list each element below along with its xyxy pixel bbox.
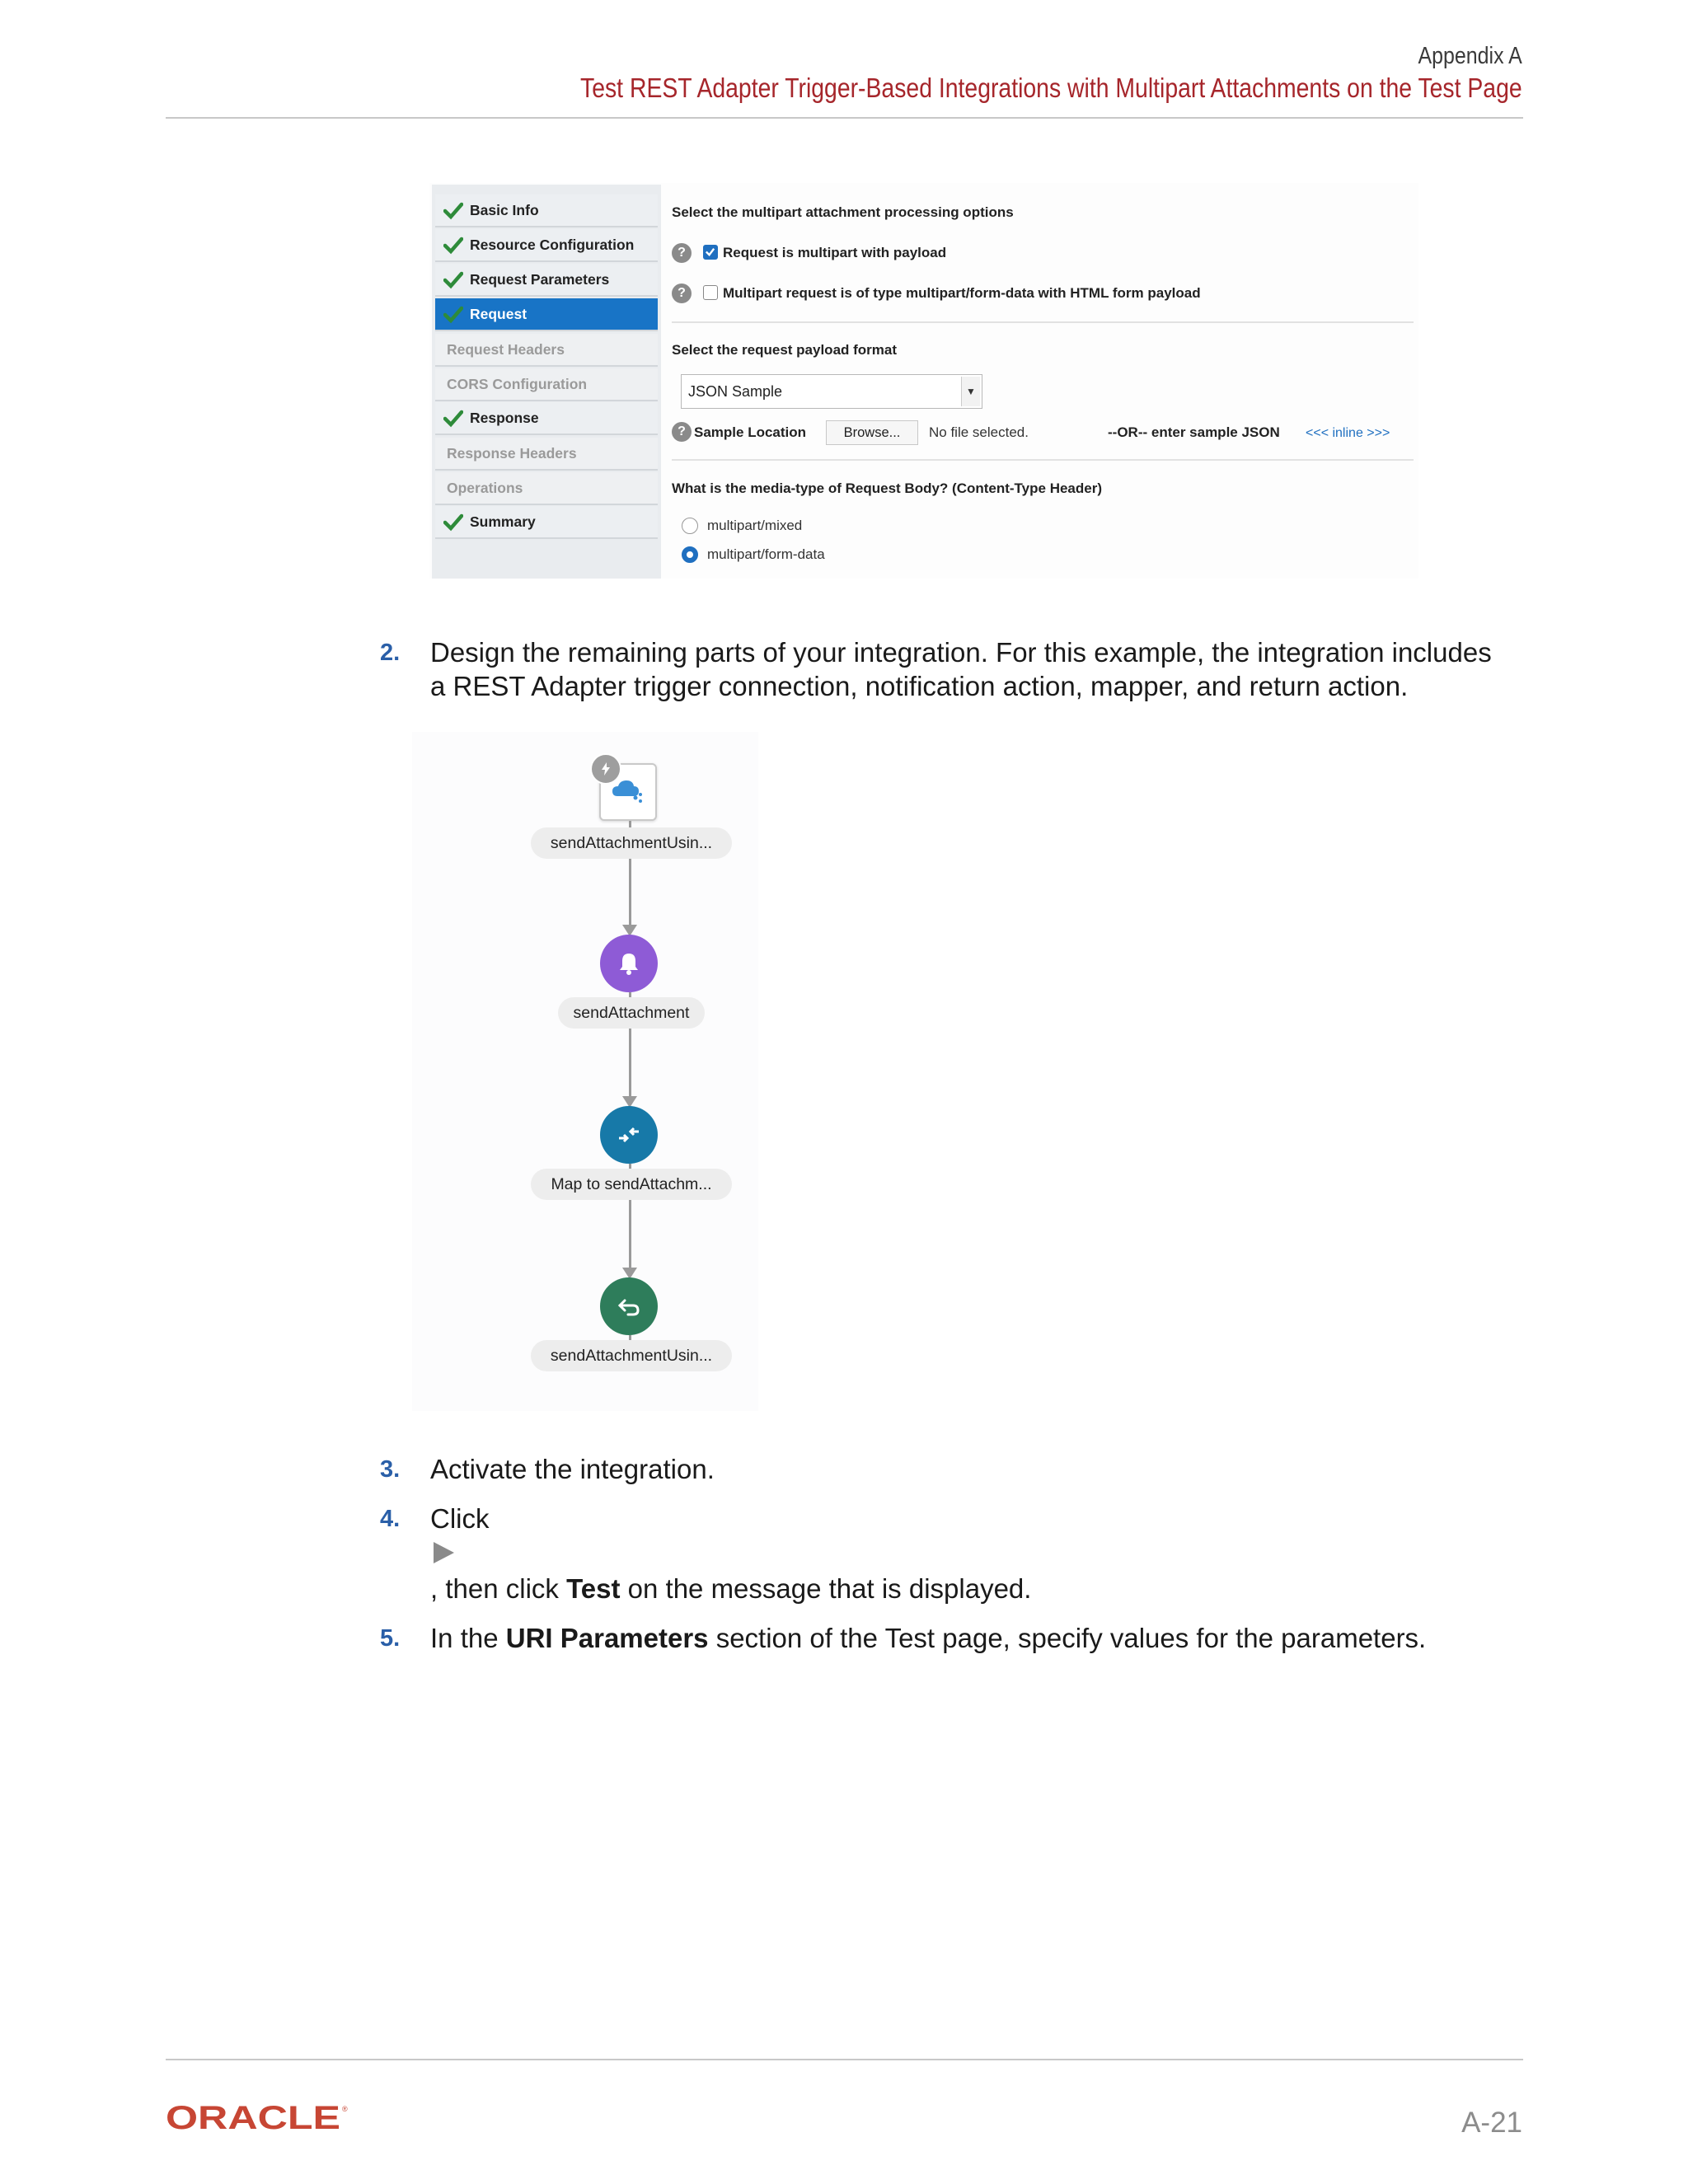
step-3-text: Activate the integration. [430, 1454, 715, 1484]
step-2-line-1: Design the remaining parts of your integration. For this example, the integration includes [430, 637, 1492, 668]
step-5-pre: In the [430, 1623, 506, 1653]
connector-line [629, 1029, 631, 1099]
return-node-label[interactable]: sendAttachmentUsin... [531, 1340, 732, 1371]
nav-item-operations[interactable] [435, 472, 658, 505]
running-header-appendix: Appendix A [1418, 43, 1522, 69]
multipart-payload-label: Request is multipart with payload [723, 245, 947, 260]
step-4-pre: , then click [430, 1573, 567, 1604]
nav-item-label: Response Headers [447, 444, 577, 462]
step-4-click-text: Click [430, 1503, 490, 1534]
step-4-continuation [430, 1572, 1031, 1605]
step-number: 4. [380, 1506, 401, 1532]
step-2-text [430, 635, 1492, 703]
mapper-node-label[interactable]: Map to sendAttachm... [531, 1169, 732, 1200]
nav-item-label: Request Parameters [470, 270, 610, 288]
run-play-icon [432, 1541, 455, 1564]
media-type-heading: What is the media-type of Request Body? (Content-Type Header) [672, 480, 1103, 496]
divider [672, 459, 1414, 461]
no-file-text: No file selected. [929, 424, 1029, 440]
step-number: 3. [380, 1456, 401, 1483]
browse-button[interactable]: Browse... [826, 420, 918, 445]
step-5-bold: URI Parameters [505, 1623, 709, 1653]
payload-format-heading: Select the request payload format [672, 342, 898, 358]
help-icon[interactable]: ? [672, 243, 692, 263]
nav-item-basic-info[interactable] [435, 194, 658, 227]
form-data-label: Multipart request is of type multipart/form-data with HTML form payload [723, 285, 1201, 301]
check-icon [443, 512, 463, 532]
step-4-bold-test: Test [566, 1573, 621, 1604]
nav-item-label: Basic Info [470, 201, 539, 218]
connector-line [629, 859, 631, 928]
check-icon [443, 269, 463, 289]
step-5-post: section of the Test page, specify values for the parameters. [708, 1623, 1427, 1653]
trigger-node-label[interactable]: sendAttachmentUsin... [531, 827, 732, 859]
bell-icon [615, 949, 643, 977]
payload-format-value: JSON Sample [688, 382, 783, 400]
radio-label-multipart-mixed: multipart/mixed [707, 518, 803, 533]
multipart-options-heading: Select the multipart attachment processing options [672, 204, 1014, 220]
nav-item-label: Request [470, 305, 528, 322]
payload-format-select[interactable] [681, 374, 982, 409]
nav-item-response[interactable] [435, 402, 658, 435]
nav-item-label: Summary [470, 513, 536, 530]
logo-text: ORACLE [166, 2102, 340, 2131]
nav-item-label: Operations [447, 479, 523, 496]
nav-item-resource-configuration[interactable] [435, 229, 658, 262]
nav-item-request[interactable] [435, 298, 658, 331]
connector-line [629, 1200, 631, 1271]
oracle-logo [166, 2102, 350, 2131]
check-icon [443, 235, 463, 255]
help-icon[interactable]: ? [672, 284, 692, 303]
radio-multipart-form-data[interactable] [682, 546, 698, 563]
lightning-icon [598, 761, 614, 777]
nav-item-label: Request Headers [447, 340, 565, 358]
chevron-down-icon[interactable]: ▼ [961, 377, 980, 406]
mapper-node[interactable] [600, 1106, 658, 1164]
form-data-checkbox[interactable] [703, 285, 718, 300]
notification-node[interactable] [600, 935, 658, 992]
or-enter-json-text: --OR-- enter sample JSON [1108, 424, 1280, 440]
notification-node-label[interactable]: sendAttachment [558, 997, 705, 1029]
checkmark-icon [704, 246, 716, 258]
header-rule [166, 117, 1523, 119]
return-icon [615, 1292, 643, 1320]
step-number: 5. [380, 1625, 401, 1652]
divider [672, 321, 1414, 323]
nav-item-request-parameters[interactable] [435, 264, 658, 297]
wizard-nav [432, 185, 661, 579]
return-node[interactable] [600, 1277, 658, 1335]
help-icon[interactable]: ? [672, 422, 692, 442]
inline-link[interactable]: <<< inline >>> [1306, 426, 1390, 440]
nav-item-label: Response [470, 409, 539, 426]
multipart-payload-checkbox[interactable] [703, 245, 718, 260]
radio-multipart-mixed[interactable] [682, 518, 698, 534]
trigger-badge-icon [590, 753, 621, 785]
step-5-text [430, 1621, 1426, 1655]
map-icon [614, 1120, 644, 1150]
page-number: A-21 [1461, 2107, 1522, 2139]
step-2-line-2: a REST Adapter trigger connection, notification action, mapper, and return action. [430, 671, 1409, 701]
check-icon [443, 304, 463, 324]
nav-item-label: CORS Configuration [447, 375, 588, 392]
step-number: 2. [380, 640, 401, 666]
check-icon [443, 200, 463, 220]
nav-item-label: Resource Configuration [470, 236, 635, 253]
registered-mark: ® [342, 2105, 348, 2113]
radio-label-multipart-form-data: multipart/form-data [707, 546, 825, 562]
running-header-title: Test REST Adapter Trigger-Based Integrations with Multipart Attachments on the Test Page [580, 73, 1522, 103]
nav-item-response-headers[interactable] [435, 438, 658, 471]
nav-item-summary[interactable] [435, 506, 658, 539]
nav-item-request-headers[interactable] [435, 334, 658, 367]
sample-location-label: Sample Location [694, 424, 807, 440]
check-icon [443, 408, 463, 428]
nav-item-cors-configuration[interactable] [435, 368, 658, 401]
footer-rule [166, 2059, 1523, 2060]
step-4-post: on the message that is displayed. [620, 1573, 1032, 1604]
